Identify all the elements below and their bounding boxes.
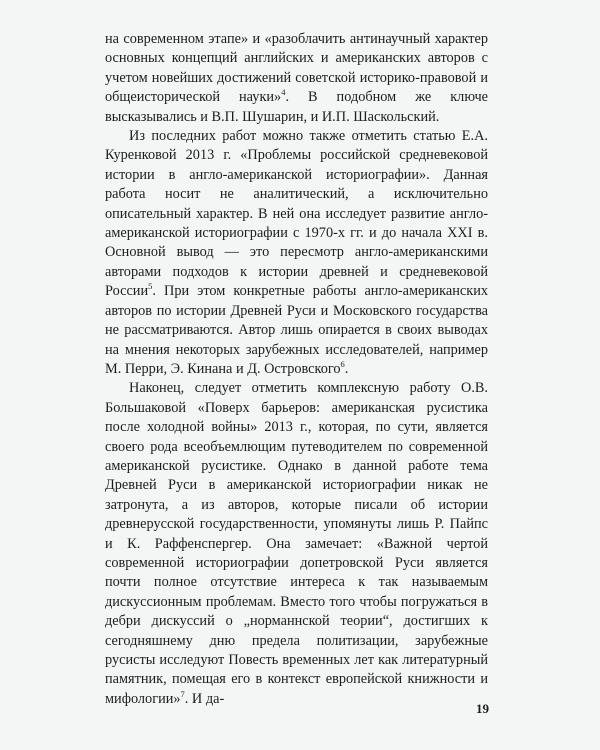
footnote-ref-6: 6: [340, 359, 345, 370]
text-segment: Наконец, следует отметить комплексную работу О.В. Большаковой «Поверх барьеров: американская русистика после холодной войны» 2013 г., которая, по сути, является своего рода всеобъемлющим путеводителем по современной американской русистике. Однако в данной работе тема Древней Руси в американской историографии никак не затронута, а из авторов, которые писали об истории древнерусской государственности, упомянуты лишь Р. Пайпс и К. Раффенспергер. Она замечает: «Важной чертой современной историографии допетровской Руси является почти полное отсутствие интереса к так называемым дискуссионным проблемам. Вместо того чтобы погружаться в дебри дискуссий о „норманнской теории“, достигших к сегодняшнему дню предела политизации, зарубежные русисты исследуют Повесть временных лет как литературный памятник, помещая его в контекст европейской книжности и мифологии»: [105, 380, 488, 707]
footnote-ref-7: 7: [180, 689, 185, 700]
footnote-ref-4: 4: [281, 87, 286, 98]
body-text: [105, 30, 488, 709]
paragraph-continuation: [105, 30, 488, 127]
footnote-ref-5: 5: [148, 281, 153, 292]
text-segment: . При этом конкретные работы англо-американских авторов по истории Древней Руси и Московского государства не рассматриваются. Автор лишь опирается в своих выводах на мнения некоторых зарубежных исследователей, например М. Перри, Э. Кинана и Д. Островского: [105, 283, 488, 377]
text-segment: на современном этапе» и «разоблачить антинаучный характер основных концепций английских и американских авторов с учетом новейших достижений советской историко-правовой и общеисторической науки»: [105, 31, 488, 106]
text-segment: . И да-: [184, 690, 225, 707]
text-segment: .: [344, 360, 349, 377]
text-segment: Из последних работ можно также отметить статью Е.А. Куренковой 2013 г. «Проблемы российской средневековой истории в англо-американской историографии». Данная работа носит не аналитический, а исключительно описательный характер. В ней она исследует развитие англо-американской историографии с 1970-х гг. и до начала XXI в. Основной вывод — это пересмотр англо-американскими авторами подходов к истории древней и средневековой России: [105, 128, 488, 300]
paragraph-kurenkova: [105, 127, 488, 379]
paragraph-bolshakova: [105, 379, 488, 709]
text-segment: . В подобном же ключе высказывались и В.П. Шушарин, и И.П. Шаскольский.: [105, 89, 488, 125]
page-number: 19: [476, 701, 489, 716]
